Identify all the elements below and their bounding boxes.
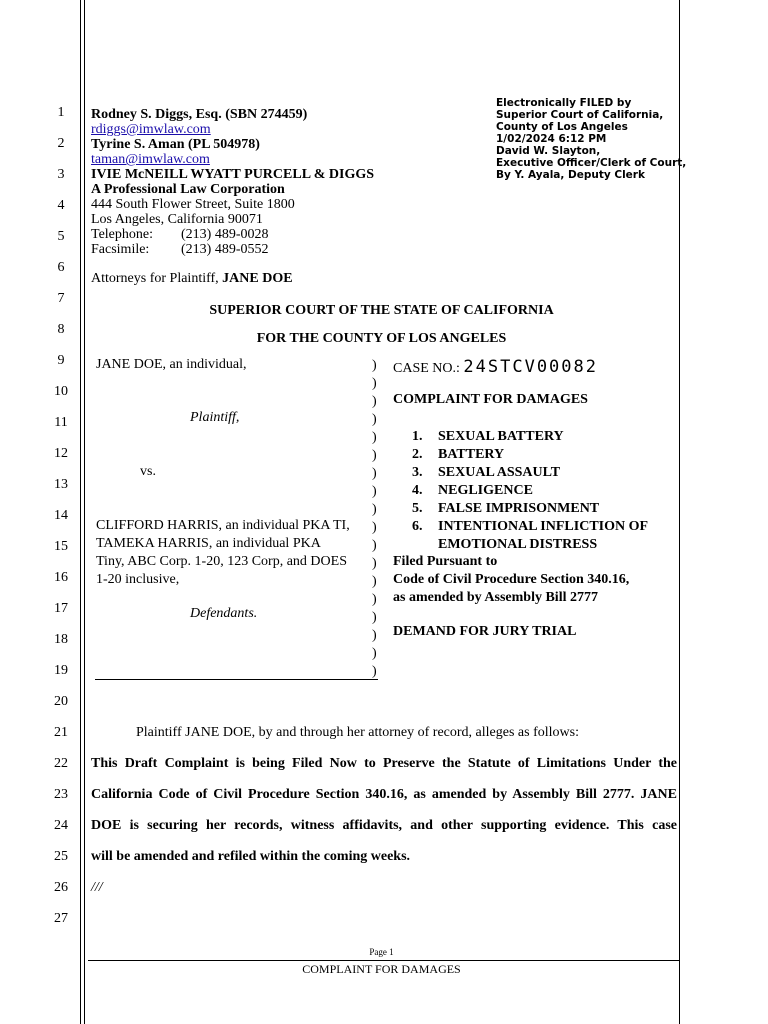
body-para-line: This Draft Complaint is being Filed Now to Preserve the Statute of Limitations Under the <box>91 756 677 771</box>
cause-item: 6. INTENTIONAL INFLICTION OF <box>412 519 649 534</box>
line-number: 18 <box>54 632 68 647</box>
left-margin-rule-outer <box>80 0 81 1024</box>
line-number: 16 <box>54 570 68 585</box>
line-number: 14 <box>54 508 68 523</box>
defendant-line: TAMEKA HARRIS, an individual PKA <box>96 536 321 551</box>
case-no-value: 24STCV00082 <box>463 357 598 377</box>
line-number: 2 <box>57 136 65 151</box>
filed-pursuant-line: Filed Pursuant to <box>393 554 498 569</box>
court-title-line-2: FOR THE COUNTY OF LOS ANGELES <box>256 331 507 346</box>
attorneys-for-line <box>91 271 293 287</box>
jury-demand: DEMAND FOR JURY TRIAL <box>393 624 577 639</box>
defendant-line: Tiny, ABC Corp. 1-20, 123 Corp, and DOES <box>96 554 347 569</box>
filed-pursuant-line: Code of Civil Procedure Section 340.16, <box>393 572 630 587</box>
telephone-label: Telephone: <box>91 227 153 242</box>
stamp-line: David W. Slayton, <box>496 145 601 157</box>
line-number: 12 <box>54 446 68 461</box>
filed-pursuant-line: as amended by Assembly Bill 2777 <box>393 590 598 605</box>
plaintiff-role: Plaintiff, <box>190 410 240 425</box>
line-number: 1 <box>57 105 65 120</box>
causes-of-action <box>412 428 648 554</box>
line-number: 13 <box>54 477 68 492</box>
line-number: 21 <box>54 725 68 740</box>
line-number: 27 <box>54 911 68 926</box>
defendant-line: 1-20 inclusive, <box>96 572 180 587</box>
case-no-label: CASE NO.: <box>393 361 460 376</box>
line-number: 3 <box>57 167 65 182</box>
line-number: 11 <box>54 415 68 430</box>
stamp-line: By Y. Ayala, Deputy Clerk <box>496 169 645 181</box>
attorneys-for-name: JANE DOE <box>222 271 293 286</box>
body-intro: Plaintiff JANE DOE, by and through her attorney of record, alleges as follows: <box>136 725 579 740</box>
line-number: 25 <box>54 849 68 864</box>
line-number: 23 <box>54 787 68 802</box>
footer-page-number: Page 1 <box>369 947 394 957</box>
footer-rule <box>88 960 679 961</box>
stamp-line: Superior Court of California, <box>496 109 664 121</box>
line-number: 17 <box>54 601 68 616</box>
line-number: 22 <box>54 756 68 771</box>
stamp-line: Executive Officer/Clerk of Court, <box>496 157 687 169</box>
complaint-title: COMPLAINT FOR DAMAGES <box>393 392 588 407</box>
body-para-line: DOE is securing her records, witness affidavits, and other supporting evidence. This case <box>91 818 677 833</box>
line-number: 6 <box>57 260 65 275</box>
caption-underline <box>95 679 378 680</box>
line-number: 4 <box>57 198 65 213</box>
line-number: 26 <box>54 880 68 895</box>
cause-item: 4. NEGLIGENCE <box>412 483 533 498</box>
defendants-role: Defendants. <box>190 606 258 621</box>
cause-item: 2. BATTERY <box>412 447 505 462</box>
versus: vs. <box>140 464 156 479</box>
line-number: 24 <box>54 818 68 833</box>
attorney2-email-link[interactable]: taman@imwlaw.com <box>91 152 210 167</box>
plaintiff-name: JANE DOE, an individual, <box>96 357 247 372</box>
attorneys-for-prefix: Attorneys for Plaintiff, <box>91 271 219 286</box>
firm-type: A Professional Law Corporation <box>91 182 285 197</box>
cause-item: 5. FALSE IMPRISONMENT <box>412 501 600 516</box>
line-number: 7 <box>57 291 65 306</box>
line-number: 10 <box>54 384 68 399</box>
stamp-line: County of Los Angeles <box>496 121 628 133</box>
case-number-row <box>393 357 598 377</box>
line-number: 15 <box>54 539 68 554</box>
body-slashes: /// <box>91 880 103 895</box>
telephone-row <box>91 227 374 242</box>
address-line-1: 444 South Flower Street, Suite 1800 <box>91 197 295 212</box>
cause-item: 1. SEXUAL BATTERY <box>412 429 564 444</box>
body-para-line: will be amended and refiled within the coming weeks. <box>91 849 411 864</box>
paren-divider: ) ) ) ) ) ) ) ) ) ) ) ) ) ) ) ) ) ) <box>372 358 377 679</box>
address-line-2: Los Angeles, California 90071 <box>91 212 263 227</box>
left-margin-rule-inner <box>84 0 85 1024</box>
fax-row <box>91 242 374 257</box>
attorney1-name: Rodney S. Diggs, Esq. (SBN 274459) <box>91 107 308 122</box>
cause-item: 3. SEXUAL ASSAULT <box>412 465 561 480</box>
stamp-line: Electronically FILED by <box>496 97 632 109</box>
stamp-line: 1/02/2024 6:12 PM <box>496 133 607 145</box>
attorney2-name: Tyrine S. Aman (PL 504978) <box>91 137 260 152</box>
filed-pursuant-block <box>393 553 629 607</box>
cause-item: EMOTIONAL DISTRESS <box>438 537 598 552</box>
attorney1-email-link[interactable]: rdiggs@imwlaw.com <box>91 122 211 137</box>
line-number: 20 <box>54 694 68 709</box>
line-number: 5 <box>57 229 65 244</box>
body-para-line: California Code of Civil Procedure Section 340.16, as amended by Assembly Bill 2777. JANE <box>91 787 677 802</box>
attorney-caption <box>91 107 374 257</box>
line-number: 19 <box>54 663 68 678</box>
fax-value: (213) 489-0552 <box>181 242 269 257</box>
firm-name: IVIE McNEILL WYATT PURCELL & DIGGS <box>91 167 375 182</box>
filing-stamp <box>496 97 686 181</box>
defendant-line: CLIFFORD HARRIS, an individual PKA TI, <box>96 518 350 533</box>
line-number: 8 <box>57 322 65 337</box>
telephone-value: (213) 489-0028 <box>181 227 269 242</box>
line-number: 9 <box>57 353 65 368</box>
court-title-line-1: SUPERIOR COURT OF THE STATE OF CALIFORNIA <box>209 303 554 318</box>
defendants-block <box>96 517 350 589</box>
fax-label: Facsimile: <box>91 242 150 257</box>
footer-title: COMPLAINT FOR DAMAGES <box>302 962 461 976</box>
